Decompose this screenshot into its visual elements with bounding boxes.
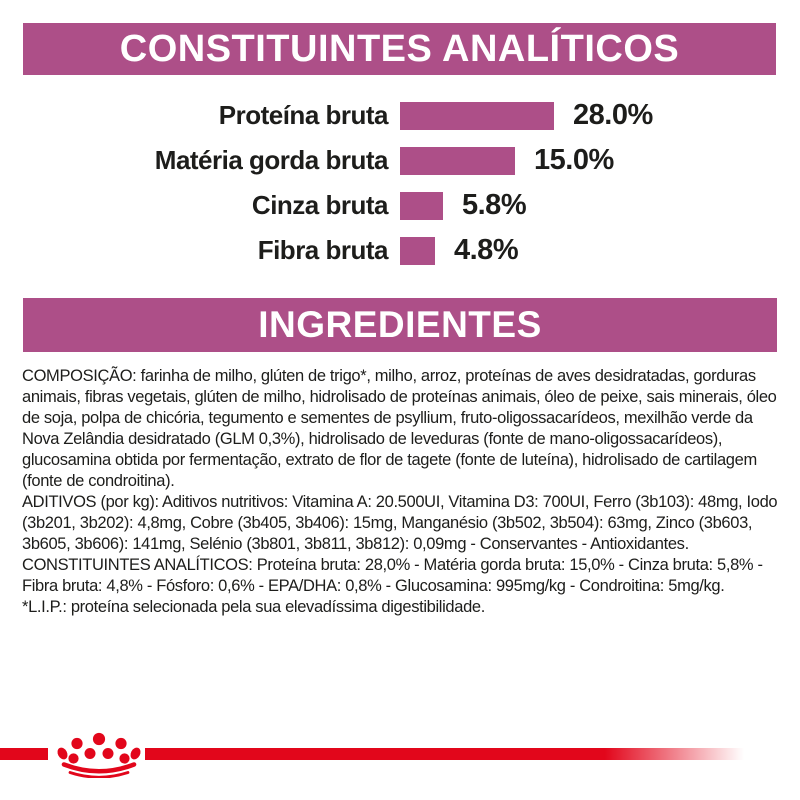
chart-category-label: Fibra bruta: [257, 235, 388, 265]
ingredients-text-block: [22, 366, 782, 618]
ingredients-paragraph: *L.I.P.: proteína selecionada pela sua elevadíssima digestibilidade.: [22, 598, 485, 616]
chart-value-label: 28.0%: [573, 99, 653, 131]
chart-row: [0, 138, 800, 183]
chart-value-label: 4.8%: [454, 234, 519, 266]
ingredients-title: INGREDIENTES: [258, 304, 542, 345]
royal-canin-crown-logo: [55, 730, 143, 778]
chart-row: [0, 183, 800, 228]
ingredients-paragraph: COMPOSIÇÃO: farinha de milho, glúten de trigo*, milho, arroz, proteínas de aves desidratadas, gorduras animais, fibras vegetais, glúten de milho, hidrolisado de proteínas animais, óleo de peixe, sais minerais, óleo de soja, polpa de chicória, tegumento e sementes de psyllium, fruto-oligossacarídeos, mexilhão verde da Nova Zelândia desidratado (GLM 0,3%), hidrolisado de leveduras (fonte de mano-oligossacarídeos), glucosamina obtida por fermentação, extrato de flor de tagete (fonte de luteína), hidrolisado de cartilagem (fonte de condroitina).: [22, 367, 777, 490]
red-divider-line-left: [0, 748, 48, 760]
analytical-constituents-chart: [0, 93, 800, 273]
analytical-constituents-header: [23, 23, 776, 75]
ingredients-paragraph: ADITIVOS (por kg): Aditivos nutritivos: Vitamina A: 20.500UI, Vitamina D3: 700UI, Ferro (3b103): 48mg, Iodo (3b201, 3b202): 4,8mg, Cobre (3b405, 3b406): 15mg, Manganésio (3b502, 3b504): 63mg, Zinco (3b603, 3b605, 3b606): 141mg, Selénio (3b801, 3b811, 3b812): 0,09mg - Conservantes - Antioxidantes.: [22, 493, 778, 553]
chart-row: [0, 228, 800, 273]
chart-bar: [400, 102, 554, 130]
analytical-constituents-title: CONSTITUINTES ANALÍTICOS: [119, 27, 680, 70]
chart-category-label: Matéria gorda bruta: [154, 145, 388, 175]
chart-bar: [400, 237, 435, 265]
chart-bar: [400, 147, 515, 175]
chart-row: [0, 93, 800, 138]
red-divider-line-right: [145, 748, 750, 760]
ingredients-header: [23, 298, 777, 352]
chart-bar: [400, 192, 443, 220]
chart-category-label: Cinza bruta: [251, 190, 388, 220]
chart-value-label: 15.0%: [534, 144, 614, 176]
ingredients-paragraph: CONSTITUINTES ANALÍTICOS: Proteína bruta: 28,0% - Matéria gorda bruta: 15,0% - Cinza bruta: 5,8% - Fibra bruta: 4,8% - Fósforo: 0,6% - EPA/DHA: 0,8% - Glucosamina: 995mg/kg - Condroitina: 5mg/kg.: [22, 556, 763, 595]
chart-category-label: Proteína bruta: [218, 100, 388, 130]
chart-value-label: 5.8%: [462, 189, 527, 221]
